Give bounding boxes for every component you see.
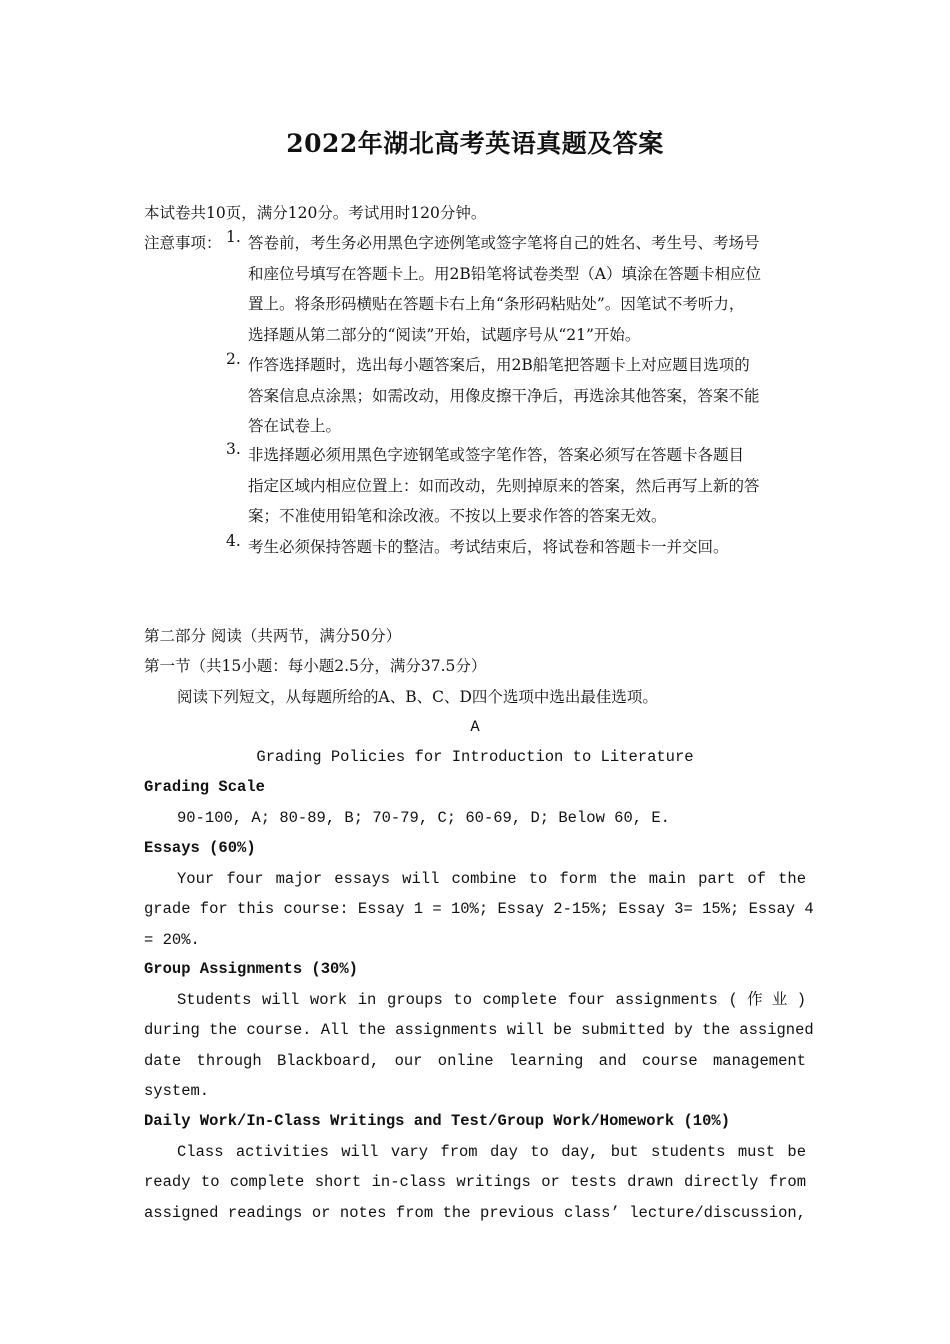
daily-work-paragraph — [144, 1137, 806, 1228]
paragraph-line: during the course. All the assignments will be submitted by the assigned — [144, 1021, 814, 1040]
grading-scale-text: 90-100, A; 80-89, B; 70-79, C; 60-69, D; Below 60, E. — [177, 809, 670, 827]
notice-line: 非选择题必须用黑色字迹钢笔或签字笔作答，答案必须写在答题卡各题目 — [248, 446, 745, 464]
notice-line: 考生必须保持答题卡的整洁。考试结束后，将试卷和答题卡一并交回。 — [248, 538, 729, 556]
essays-heading: Essays (60%) — [144, 839, 256, 857]
reading-instruction: 阅读下列短文，从每题所给的A、B、C、D四个选项中选出最佳选项。 — [177, 688, 658, 706]
section-one-heading: 第一节（共15小题：每小题2.5分，满分37.5分） — [144, 657, 487, 675]
notice-number: 2. — [226, 350, 241, 368]
word: Students — [177, 991, 252, 1009]
paragraph-line: ready to complete short in-class writings or tests drawn directly from — [144, 1173, 806, 1192]
notice-text — [248, 440, 808, 532]
group-assignments-heading: Group Assignments (30%) — [144, 960, 358, 978]
daily-work-heading: Daily Work/In-Class Writings and Test/Group Work/Homework (10%) — [144, 1112, 730, 1130]
group-assignments-paragraph — [144, 985, 814, 1106]
word: complete — [482, 991, 558, 1009]
notice-line: 答卷前，考生务必用黑色字迹例笔或签字笔将自己的姓名、考生号、考场号 — [248, 234, 760, 252]
word: to — [453, 991, 473, 1009]
exam-intro: 本试卷共10页，满分120分。考试用时120分钟。 — [144, 204, 487, 222]
notice-text — [248, 228, 808, 350]
word: groups — [386, 991, 443, 1009]
paragraph-line: = 20%. — [144, 930, 200, 949]
part-two-heading: 第二部分 阅读（共两节，满分50分） — [144, 627, 402, 645]
notice-line: 答在试卷上。 — [248, 417, 342, 435]
document-title: 2022年湖北高考英语真题及答案 — [286, 129, 664, 158]
notice-text — [248, 532, 808, 563]
paragraph-line: Class activities will vary from day to day, but students must be — [177, 1143, 806, 1161]
notice-line: 答案信息点涂黑；如需改动，用像皮擦干净后，再选涂其他答案，答案不能 — [248, 386, 760, 405]
notice-line: 置上。将条形码横贴在答题卡右上角“条形码粘贴处”。因笔试不考听力， — [248, 295, 745, 313]
notice-number: 4. — [226, 532, 241, 550]
notice-label: 注意事项： — [144, 234, 222, 252]
passage-title: Grading Policies for Introduction to Literature — [256, 748, 694, 766]
word: assignments — [615, 991, 718, 1009]
notice-text — [248, 350, 808, 442]
paragraph-line: Your four major essays will combine to form the main part of the — [177, 870, 806, 888]
notice-line: 选择题从第二部分的“阅读”开始，试题序号从“21”开始。 — [248, 325, 641, 344]
paragraph-line — [144, 985, 806, 1015]
passage-letter: A — [470, 718, 480, 736]
paragraph-line: assigned readings or notes from the previous class’ lecture/discussion, — [144, 1203, 806, 1222]
notice-line: 作答选择题时，选出每小题答案后，用2B船笔把答题卡上对应题目选项的 — [248, 356, 750, 374]
paragraph-line: grade for this course: Essay 1 = 10%; Essay 2-15%; Essay 3= 15%; Essay 4 — [144, 900, 814, 919]
word: work — [309, 991, 348, 1009]
notice-line: 案；不准使用铅笔和涂改液。不按以上要求作答的答案无效。 — [248, 507, 667, 525]
notice-number: 1. — [226, 228, 241, 246]
word: in — [357, 991, 377, 1009]
word: four — [567, 991, 605, 1009]
grading-scale-heading: Grading Scale — [144, 778, 265, 796]
word: ( 作 业 ) — [728, 991, 806, 1009]
notice-line: 和座位号填写在答题卡上。用2B铅笔将试卷类型（A）填涂在答题卡相应位 — [248, 264, 761, 283]
paragraph-line: date through Blackboard, our online learning and course management — [144, 1051, 806, 1070]
notice-line: 指定区域内相应位置上：如而改动，先则掉原来的答案，然后再写上新的答 — [248, 476, 760, 495]
notice-number: 3. — [226, 440, 241, 458]
word: will — [262, 991, 300, 1009]
essays-paragraph — [144, 864, 814, 955]
paragraph-line: system. — [144, 1081, 210, 1100]
